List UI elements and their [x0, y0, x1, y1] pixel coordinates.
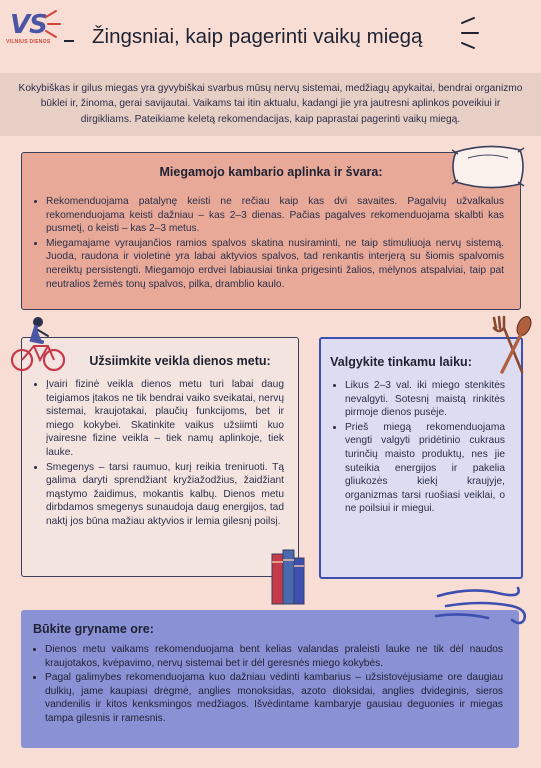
logo-text: VS	[10, 10, 47, 40]
list-item: • Įvairi fizinė veikla dienos metu turi labai daug teigiamos įtakos ne tik bendrai vaiko sveikatai, nervų sistemai, kraujotakai, plaučių funkcijoms, bet ir miego kokybei. Skatinkite vaikus užsiimti kuo įvairesne fizine veikla – tiek namų aplinkoje, tiek lauke.	[46, 378, 284, 460]
air-section	[21, 610, 519, 748]
eating-list	[325, 379, 505, 517]
books-icon	[268, 548, 310, 606]
list-item: • Likus 2–3 val. iki miego stenkitės nevalgyti. Sotesnį maistą rinkitės pirmoje dienos pusėje.	[345, 379, 505, 420]
list-item: • Smegenys – tarsi raumuo, kurį reikia treniruoti. Tą galima daryti sprendžiant kryžiažodžius, žaidžiant mąstymo žaidimus, mokantis kalbų. Dienos metu dirbdamos smegenys sunaudoja daug energijos, tad naktį jos būna mažiau aktyvios ir lemia gilesnį poilsį.	[46, 461, 284, 529]
list-item: • Miegamajame vyraujančios ramios spalvos skatina nusiraminti, ne taip stimuliuoja nervų sistemą. Juoda, raudona ir violetinė yra labai aktyvios spalvos, tad renkantis interjerą su šiomis spalvomis nereiktų persistengti. Miegamojo erdvei labiausiai tinka prigesinti žalios, mėlynos atspalviai, taip pat neutralios žemės tonų spalvos, pilka, dramblio kaulo.	[46, 237, 504, 291]
fork-spoon-icon	[488, 314, 536, 376]
list-item: • Dienos metu vaikams rekomenduojama bent kelias valandas praleisti lauke ne tik dėl naudos kraujotakos, kvėpavimo, nervų sistemai bet ir dėl geresnės miego kokybės.	[45, 643, 503, 670]
activity-title: Užsiimkite veikla dienos metu:	[89, 354, 271, 368]
list-item: • Prieš miegą rekomenduojama vengti valgyti pridėtinio cukraus turinčių maisto produktų, nes jie suteikia energijos ir pakelia gliukozės kiekį kraujyje, organizmas tarsi ruošiasi veiklai, o ne poilsiui ir miegui.	[345, 421, 505, 516]
bedroom-title: Miegamojo kambario aplinka ir švara:	[159, 165, 383, 179]
logo-subtext: VILNIUS DIENOS	[6, 39, 51, 45]
page-title: Žingsniai, kaip pagerinti vaikų miegą	[92, 25, 423, 48]
bedroom-section	[21, 152, 521, 310]
list-item: • Rekomenduojama patalynę keisti ne rečiau kaip kas dvi savaites. Pagalvių užvalkalus rekomenduojama keisti dažniau – kas 2–3 dienas. Pačias pagalves rekomenduojama skalbti kas pusmetį, o keisti – kas 2–3 metus.	[46, 195, 504, 236]
pillow-icon	[448, 140, 528, 192]
air-title: Būkite gryname ore:	[33, 622, 154, 636]
intro-text: Kokybiškas ir gilus miegas yra gyvybiškai svarbus mūsų nervų sistemai, medžiagų apykaitai, bendrai organizmo būklei ir, žinoma, gerai savijautai. Vaikams tai itin aktualu, kadangi jie yra jautresni aplinkos poveikiui ir dirgikliams. Pateikiame keletą rekomendacijas, kaip paprastai pagerinti vaikų miegą.	[18, 83, 523, 125]
activity-list	[26, 378, 284, 530]
title-dash-left	[64, 40, 74, 42]
wind-icon	[432, 582, 532, 628]
sparkle-icon	[40, 8, 62, 44]
title-dash-right-icon	[458, 15, 482, 51]
list-item: • Pagal galimybes rekomenduojama kuo dažniau vėdinti kambarius – užsistovėjusiame ore daugiau dulkių, jame kaupiasi drėgmė, anglies monoksidas, azoto dioksidai, anglies dvideginis, sieros vandenilis ir kitos kenksmingos medžiagos. Išvėdintame kambaryje gausiau deguonies ir miegas tampa gilesnis ir ramesnis.	[45, 671, 503, 725]
bedroom-list	[26, 195, 504, 292]
intro-band	[0, 73, 541, 136]
air-list	[25, 643, 503, 727]
eating-title: Valgykite tinkamu laiku:	[330, 355, 472, 369]
cyclist-icon	[10, 312, 66, 374]
